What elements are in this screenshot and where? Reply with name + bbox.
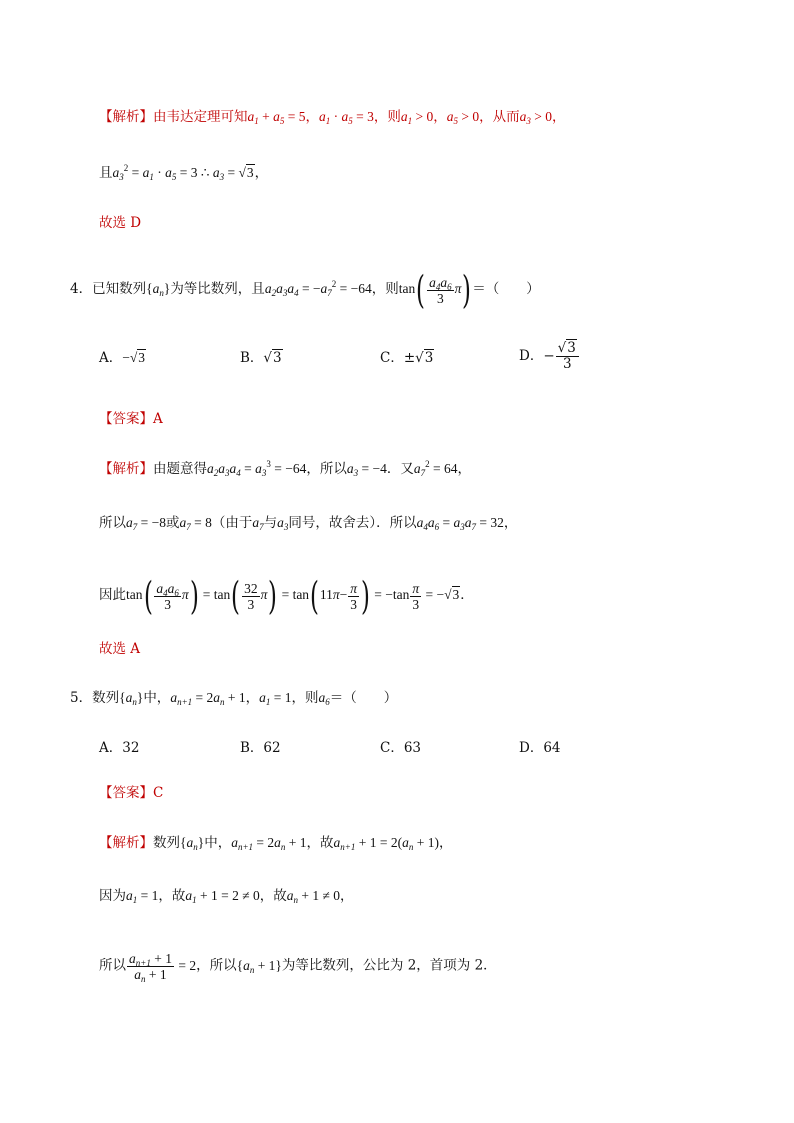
option-a[interactable]: A．32 bbox=[99, 740, 140, 756]
analysis-tag: 【解析】 bbox=[99, 835, 153, 851]
analysis-line-1: 【解析】由韦达定理可知$a_1 + a_5 = 5$，$a_1 \cdot a_5 = 3$，则$a_1 > 0$，$a_5 > 0$，从而$a_3 > 0$， bbox=[99, 109, 566, 126]
question-number: 5． bbox=[70, 690, 93, 706]
analysis-line-2: 且$a_3^2 = a_1 \cdot a_5 = 3$ ∴ $a_3 = √3$， bbox=[99, 163, 269, 182]
answer-5 bbox=[99, 783, 163, 803]
q5-solution-line-2: 因为$a_1 = 1$，故$a_1 + 1 = 2 \ne 0$，故$a_n + 1 \ne 0$， bbox=[99, 888, 354, 905]
question-5-stem: 5．数列$\{a_n\}$中，$a_{n+1} = 2a_n + 1$，$a_1 = 1$，则$a_6=$（ ） bbox=[70, 690, 398, 707]
answer-tag: 【答案】 bbox=[99, 411, 153, 427]
math-expr: tan( $\frac{a_4a_6}{3}$ π) = tan( $\frac{32}{3}$ π) = tan(11π− $\frac{\pi}{3}$ ) = −tan $\frac{\pi}{3}$ = −√3 bbox=[126, 574, 460, 618]
q5-solution-line-3: 所以 $\frac{a_{n+1} + 1}{a_n + 1}$ = 2，所以$\{a_n + 1\}$为等比数列，公比为 2，首项为 2． bbox=[99, 951, 497, 984]
answer-value: C bbox=[153, 785, 164, 801]
option-b[interactable]: B．62 bbox=[240, 740, 281, 756]
option-d[interactable]: D．− $\frac{√3}{3}$ bbox=[519, 341, 580, 372]
analysis-tag: 【解析】 bbox=[99, 109, 153, 125]
option-a[interactable]: A．−√3 bbox=[99, 350, 146, 366]
math-expr: $a_3^2 = a_1 \cdot a_5 = 3$ ∴ $a_3 = √3$ bbox=[112, 163, 254, 182]
q4-solution-line-2: 所以$a_7 = -8$或$a_7 = 8$（由于$a_7$与$a_3$同号，故舍去）．所以$a_4a_6 = a_3a_7 = 32$， bbox=[99, 515, 518, 532]
option-b[interactable]: B．√3 bbox=[240, 350, 282, 366]
answer-4 bbox=[99, 409, 163, 429]
question-4-stem: 4．已知数列$\{a_n\}$为等比数列，且$a_2a_3a_4 = -a_7^2 = -64$，则tan( $\frac{a_4a_6}{3}$ π)＝（ ） bbox=[70, 268, 540, 312]
answer-value: A bbox=[153, 411, 163, 427]
option-c[interactable]: C．±√3 bbox=[380, 350, 434, 366]
analysis-tag: 【解析】 bbox=[99, 461, 153, 477]
q5-solution-line-1: 【解析】数列$\{a_n\}$中，$a_{n+1} = 2a_n + 1$，故$a_{n+1} + 1 = 2(a_n + 1)$， bbox=[99, 835, 453, 852]
option-d[interactable]: D．64 bbox=[519, 740, 561, 756]
choose-a: 故选 A bbox=[99, 641, 141, 657]
option-c[interactable]: C．63 bbox=[380, 740, 422, 756]
choose-d: 故选 D bbox=[99, 215, 142, 231]
q4-solution-line-1: 【解析】由题意得$a_2a_3a_4 = a_3^3 = -64$，所以$a_3 = -4$．又$a_7^2 = 64$， bbox=[99, 459, 471, 478]
answer-tag: 【答案】 bbox=[99, 785, 153, 801]
question-number: 4． bbox=[70, 281, 93, 298]
math-expr: $a_1 + a_5 = 5$ bbox=[247, 109, 306, 126]
q4-solution-line-3: 因此tan( $\frac{a_4a_6}{3}$ π) = tan( $\frac{32}{3}$ π) = tan(11π− $\frac{\pi}{3}$ ) = −tan $\frac{\pi}{3}$ = −√3． bbox=[99, 574, 474, 618]
